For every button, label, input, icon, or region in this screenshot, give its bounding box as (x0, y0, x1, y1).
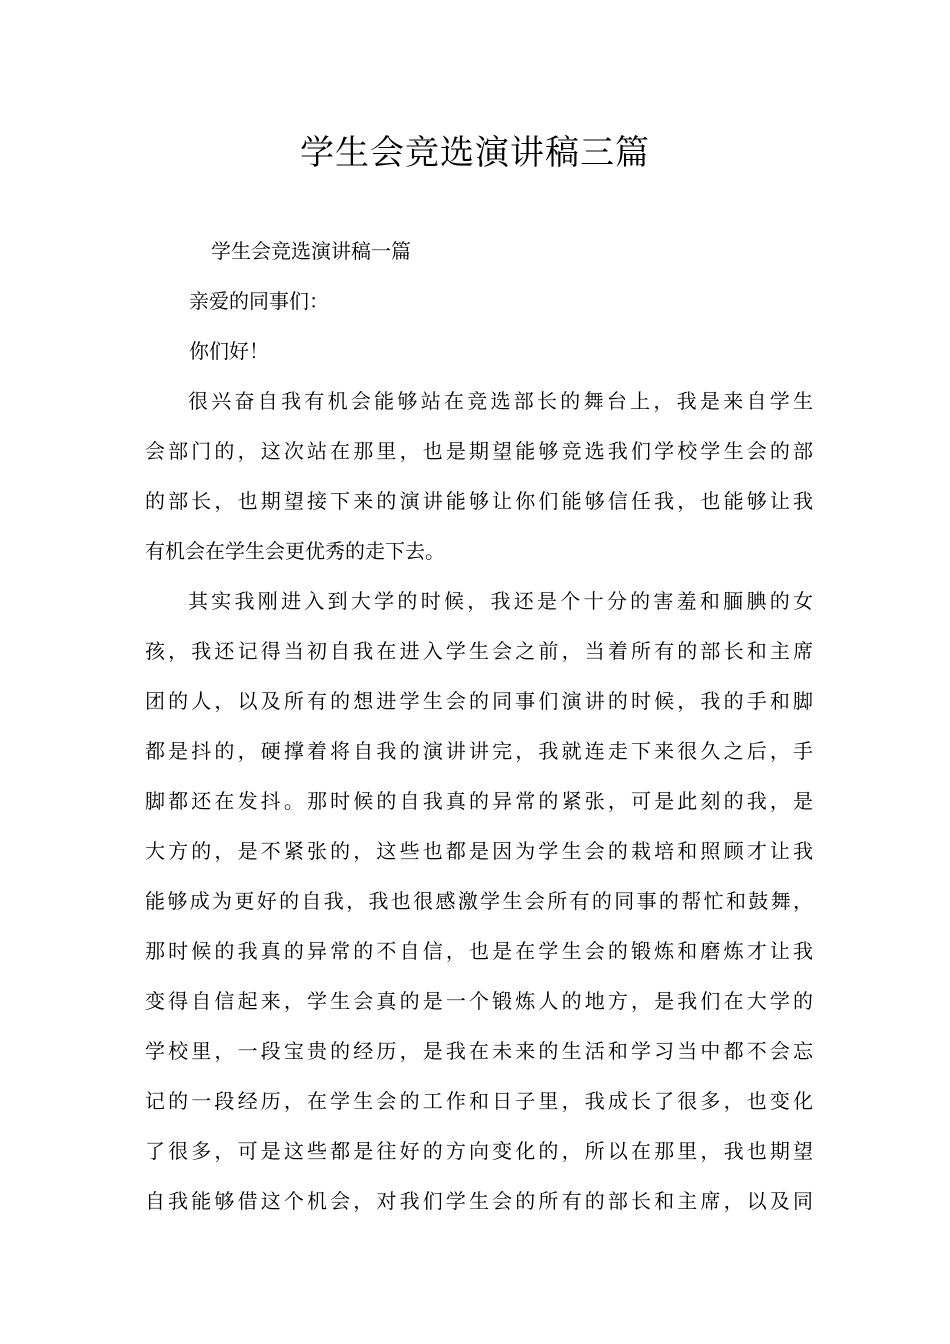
paragraph-1 (145, 376, 813, 576)
paragraph-line: 都是抖的，硬撑着将自我的演讲讲完，我就连走下来很久之后，手 (145, 739, 813, 763)
paragraph-line: 脚都还在发抖。那时候的自我真的异常的紧张，可是此刻的我，是 (145, 789, 813, 813)
paragraph-line: 变得自信起来，学生会真的是一个锻炼人的地方，是我们在大学的 (145, 989, 813, 1013)
paragraph-line: 有机会在学生会更优秀的走下去。 (145, 539, 445, 563)
paragraph-line: 其实我刚进入到大学的时候，我还是个十分的害羞和腼腆的女 (188, 589, 813, 613)
section-heading: 学生会竞选演讲稿一篇 (211, 239, 411, 263)
paragraph-line: 团的人，以及所有的想进学生会的同事们演讲的时候，我的手和脚 (145, 689, 813, 713)
paragraph-line: 的部长，也期望接下来的演讲能够让你们能够信任我，也能够让我 (145, 489, 813, 513)
paragraph-line: 很兴奋自我有机会能够站在竞选部长的舞台上，我是来自学生 (188, 389, 813, 413)
salutation: 亲爱的同事们： (189, 289, 329, 313)
paragraph-line: 孩，我还记得当初自我在进入学生会之前，当着所有的部长和主席 (145, 639, 813, 663)
paragraph-line: 了很多，可是这些都是往好的方向变化的，所以在那里，我也期望 (145, 1139, 813, 1163)
paragraph-line: 大方的，是不紧张的，这些也都是因为学生会的栽培和照顾才让我 (145, 839, 813, 863)
paragraph-line: 学校里，一段宝贵的经历，是我在未来的生活和学习当中都不会忘 (145, 1039, 813, 1063)
paragraph-2 (145, 576, 813, 1226)
paragraph-line: 能够成为更好的自我，我也很感激学生会所有的同事的帮忙和鼓舞， (145, 889, 813, 913)
paragraph-line: 那时候的我真的异常的不自信，也是在学生会的锻炼和磨炼才让我 (145, 939, 813, 963)
greeting: 你们好！ (189, 339, 269, 363)
paragraph-line: 记的一段经历，在学生会的工作和日子里，我成长了很多，也变化 (145, 1089, 813, 1113)
paragraph-line: 会部门的，这次站在那里，也是期望能够竞选我们学校学生会的部 (145, 439, 813, 463)
paragraph-line: 自我能够借这个机会，对我们学生会的所有的部长和主席，以及同 (145, 1189, 813, 1213)
document-title: 学生会竞选演讲稿三篇 (300, 133, 650, 173)
